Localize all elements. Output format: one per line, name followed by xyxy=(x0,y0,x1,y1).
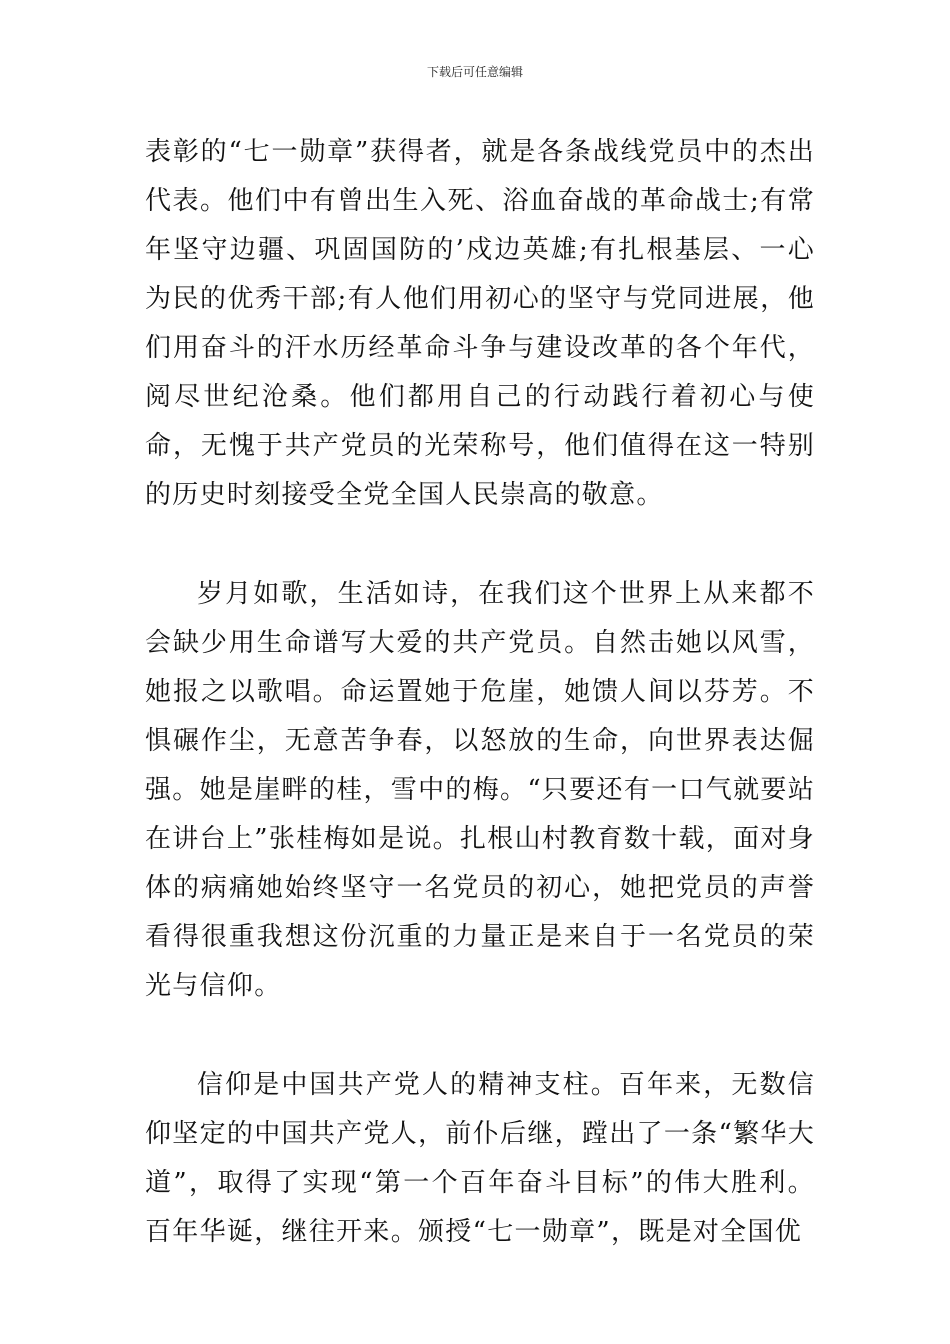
paragraph-1: 表彰的“七一勋章”获得者，就是各条战线党员中的杰出代表。他们中有曾出生入死、浴血奋战的革命战士;有常年坚守边疆、巩固国防的’戍边英雄;有扎根基层、一心为民的优秀干部;有人他们用初心的坚守与党同进展，他们用奋斗的汗水历经革命斗争与建设改革的各个年代，阅尽世纪沧桑。他们都用自己的行动践行着初心与使命，无愧于共产党员的光荣称号，他们值得在这一特别的历史时刻接受全党全国人民崇高的敬意。 xyxy=(145,137,815,510)
document-body xyxy=(145,128,815,1257)
paragraph-2: 岁月如歌，生活如诗，在我们这个世界上从来都不会缺少用生命谱写大爱的共产党员。自然击她以风雪，她报之以歌唱。命运置她于危崖，她馈人间以芬芳。不惧碾作尘，无意苦争春，以怒放的生命，向世界表达倔强。她是崖畔的桂，雪中的梅。“只要还有一口气就要站在讲台上”张桂梅如是说。扎根山村教育数十载，面对身体的病痛她始终坚守一名党员的初心，她把党员的声誉看得很重我想这份沉重的力量正是来自于一名党员的荣光与信仰。 xyxy=(145,579,815,1001)
paragraph-3: 信仰是中国共产党人的精神支柱。百年来，无数信仰坚定的中国共产党人，前仆后继，蹚出了一条“繁华大道”，取得了实现“第一个百年奋斗目标”的伟大胜利。百年华诞，继往开来。颁授“七一勋章”，既是对全国优 xyxy=(145,1070,815,1247)
page-header: 下载后可任意编辑 xyxy=(426,65,523,79)
